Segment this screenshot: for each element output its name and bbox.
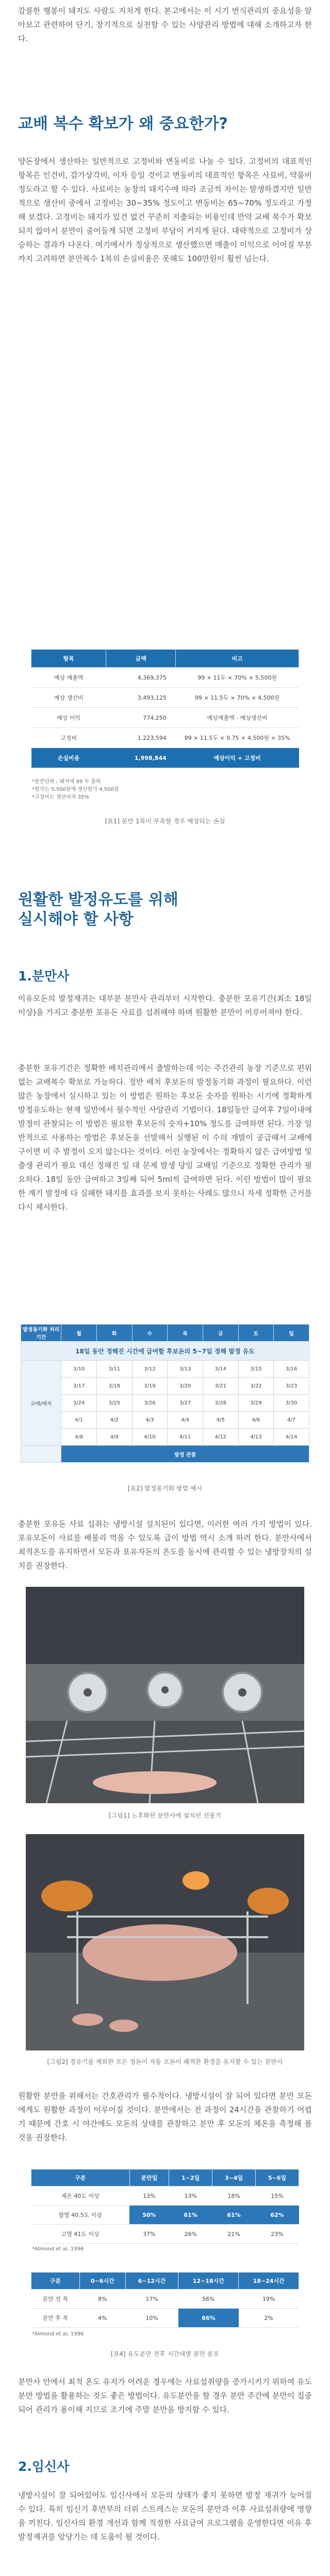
photo2-caption: [그림2] 정유기를 제외한 모든 정돈이 자동 모돈이 쾌적한 환경을 유지할 수 있는 분만사 <box>47 2058 283 2065</box>
table3-header: 구분 <box>31 2170 130 2187</box>
table2-left-label: 발정동기화 처리 기간 <box>21 1325 61 1342</box>
table4-header: 12~18시간 <box>178 2273 239 2290</box>
table2-left-value: 교배/배치 <box>21 1361 61 1446</box>
table-cell: 예상매출액 - 예상생산비 <box>176 708 299 728</box>
table2-day: 일 <box>274 1325 309 1342</box>
main-heading-line2: 실시해야 할 사항 <box>18 910 134 928</box>
table-cell: 3/19 <box>132 1378 168 1395</box>
table-cell: 37% <box>129 2225 169 2244</box>
table-cell: 61% <box>169 2206 212 2225</box>
table-cell: 15% <box>256 2187 299 2206</box>
table3-header: 1~2일 <box>169 2170 212 2187</box>
table2-day: 목 <box>168 1325 203 1342</box>
table-cell: 4/13 <box>238 1429 274 1446</box>
table-cell: 23% <box>256 2225 299 2244</box>
temperature-table <box>31 2169 299 2244</box>
table-cell: 3/10 <box>61 1361 97 1378</box>
intro-paragraph: 감블한 행봉이 돼지도 사람도 지치게 한다. 본고에서는 이 시기 번식관리의 중요성을 알아보고 관련하여 단기, 장기적으로 실천할 수 있는 사양관리 방법에 대해 소개하고자 한다. <box>18 6 312 43</box>
table3-header: 분만일 <box>129 2170 169 2187</box>
table-cell: 3/15 <box>238 1361 274 1378</box>
table3-source: *Almond et al, 1996 <box>32 2246 84 2252</box>
table-cell: 3/18 <box>96 1378 132 1395</box>
table-cell: 3/20 <box>168 1378 203 1395</box>
table-cell: 3/22 <box>238 1378 274 1395</box>
table-cell: 3/21 <box>203 1378 238 1395</box>
table-row <box>31 2225 299 2244</box>
table-row <box>21 1395 309 1412</box>
table4-header: 18~24시간 <box>239 2273 299 2290</box>
table1-header: 항목 <box>31 650 106 668</box>
table-cell: 4/10 <box>132 1429 168 1446</box>
table4-caption: [표4] 유도분만 전후 시간대별 분만 분포 <box>111 2350 219 2358</box>
table-cell: 고정비 <box>31 728 106 748</box>
table-cell: 손실비용 <box>31 748 106 768</box>
table-row <box>31 708 299 728</box>
table-cell: 분만 전 복 <box>31 2290 80 2309</box>
table-cell: 99 × 11.5두 × 0.75 × 4,500원 × 35% <box>176 728 299 748</box>
table-cell: 4/1 <box>61 1412 97 1429</box>
farrowing-fans-illustration <box>26 1587 304 1803</box>
table2-spacer <box>21 1446 61 1463</box>
table-cell: 4/9 <box>96 1429 132 1446</box>
main-heading-line1: 원활한 발정유도를 위해 <box>18 891 178 909</box>
table-cell: 17% <box>125 2290 178 2309</box>
table-cell: 고열 41도 이상 <box>31 2225 130 2244</box>
table-cell: 3,493,125 <box>106 688 176 708</box>
table-row <box>31 668 299 688</box>
table-cell: 86% <box>178 2309 239 2328</box>
table-cell: 4/3 <box>132 1412 168 1429</box>
section-heading: 교배 복수 확보가 왜 중요한가? <box>18 115 228 133</box>
table-cell: 분만 후 복 <box>31 2309 80 2328</box>
table-cell: 50% <box>129 2206 169 2225</box>
table-cell: 56% <box>178 2290 239 2309</box>
table-cell: 4/8 <box>61 1429 97 1446</box>
sub2-paragraph1: 냉방시설이 잘 되어있어도 임신사에서 모돈의 상태가 좋지 못하면 발정 재귀가 늦어질 수 있다. 특히 임신기 후반부의 더위 스트레스는 모돈의 분만과 이후 사료섭취량에 영향을 끼친다. 임신사의 환경 개선과 함께 적절한 사료급여 프로그램을 운영한다면 이유 후 발정재귀를 앞당기는 데 도움이 될 것이다. <box>18 2490 312 2541</box>
table-cell: 4/11 <box>168 1429 203 1446</box>
table-cell: 10% <box>125 2309 178 2328</box>
table-cell: 3/12 <box>132 1361 168 1378</box>
table-row <box>31 2187 299 2206</box>
table-cell: 1,223,594 <box>106 728 176 748</box>
table-cell: 62% <box>256 2206 299 2225</box>
table-cell: 4/14 <box>274 1429 309 1446</box>
table-cell: 3/16 <box>274 1361 309 1378</box>
photo1-caption: [그림1] 노후화된 분만사에 설치된 선풍기 <box>109 1812 221 1819</box>
table1-note: *원가는 5,500원에 생산원가 4,500원 <box>32 787 119 792</box>
table-cell: 발열 40.5도 이상 <box>31 2206 130 2225</box>
section-paragraph: 양돈장에서 생산하는 일반적으로 고정비와 변동비로 나눌 수 있다. 고정비의 대표적인 항목은 인건비, 감가상각비, 이자 등일 것이고 변동비의 대표적인 항목은 사료비, 약품비 정도라고 할 수 있다. 사료비는 농장의 돼지수에 따라 조금씩 차이는 발생하겠지만 일반적으로 생산비 중에서 고정비는 30~35% 정도이고 변동비는 65~70% 정도라고 가정해 보겠다. 고정비는 돼지가 있건 없건 꾸준히 지출되는 비용인데 만약 교배 복수가 확보되지 않아서 분만이 줄어들게 되면 고정비 부담이 커지게 된다. 대략적으로 고정비가 상승하는 결과가 나온다. 여기에서가 정상적으로 생산했으면 매출이 이익으로 이어질 부분까지 고려하면 분만복수 1복의 손실비용은 못해도 100만원이 훨씬 넘는다. <box>18 157 312 263</box>
table-cell: 4/4 <box>168 1412 203 1429</box>
sow-crate-illustration <box>26 1834 304 2050</box>
table-cell: 예상 이익 <box>31 708 106 728</box>
table-cell: 19% <box>239 2290 299 2309</box>
table-row <box>31 2206 299 2225</box>
table1-header: 금액 <box>106 650 176 668</box>
table1-note: *고정비는 생산비의 35% <box>32 794 89 800</box>
table-cell: 774,250 <box>106 708 176 728</box>
table2-title: 18일 동안 정해진 시간에 급여할 후보돈의 5~7일 정해 발정 유도 <box>21 1342 309 1361</box>
table-cell: 3/13 <box>168 1361 203 1378</box>
photo-sow-crate <box>26 1834 304 2050</box>
sub1-paragraph3: 충분한 포유돈 사료 섭취는 냉방시설 설치된이 있다면, 이러한 여러 가지 방법이 있다. 포유모돈이 사료를 배불리 먹을 수 있도록 급이 방법 역시 소개 하려 한다. 분만사에서 최적온도를 유지하면서 모돈과 포유자돈의 온도를 동시에 관리할 수 있는 냉방장치의 설치를 권장한다. <box>18 1519 312 1570</box>
table-cell: 3/17 <box>61 1378 97 1395</box>
table2-day: 토 <box>238 1325 274 1342</box>
table-cell: 체온 40도 이상 <box>31 2187 130 2206</box>
sub1-paragraph1: 이유모돈의 발정재귀는 대부분 분만사 관리부터 시작한다. 충분한 포유기간(최소 18일이상)을 가지고 충분한 포유돈 사료를 섭취해야 하며 원활한 분만이 이루어져야 한다. <box>18 994 312 1017</box>
table-cell: 4/12 <box>203 1429 238 1446</box>
table3-header: 3~4일 <box>212 2170 256 2187</box>
table-cell: 3/27 <box>168 1395 203 1412</box>
table-cell: 3/14 <box>203 1361 238 1378</box>
table-cell: 3/23 <box>274 1378 309 1395</box>
sub1-paragraph4: 원활한 분만을 위해서는 간호관리가 필수적이다. 냉방시설이 잘 되어 있다면 분만 모돈에게도 원활한 과정이 이루어질 것이다. 분만에서는 전 과정이 24시간을 관찰하기 어렵기 때문에 간호 시 야간에도 모돈의 상태를 관찰하고 분만 후 모돈의 체온을 측정해 볼 것을 권장한다. <box>18 2091 312 2142</box>
table2-caption: [표2] 발정동기화 방법 예시 <box>127 1485 203 1492</box>
table-total-row <box>31 748 299 768</box>
table-cell: 3/28 <box>203 1395 238 1412</box>
table-cell: 4% <box>79 2309 125 2328</box>
loss-table <box>31 649 299 768</box>
table4-source: *Almond et al, 1996 <box>32 2331 84 2337</box>
table-cell: 3/25 <box>96 1395 132 1412</box>
table-cell: 예상 생산비 <box>31 688 106 708</box>
table4-header: 구분 <box>31 2273 80 2290</box>
table-cell: 4,369,375 <box>106 668 176 688</box>
induced-farrowing-table <box>31 2272 299 2328</box>
table-cell: 61% <box>212 2206 256 2225</box>
table-row <box>31 2290 299 2309</box>
table-cell: 3/11 <box>96 1361 132 1378</box>
table-cell: 3/30 <box>274 1395 309 1412</box>
table1-header: 비고 <box>176 650 299 668</box>
table-cell: 99 × 11두 × 70% × 5,500원 <box>176 668 299 688</box>
main-heading <box>18 890 178 929</box>
table-row <box>21 1412 309 1429</box>
table1-notes <box>32 778 119 801</box>
table-cell: 8% <box>79 2290 125 2309</box>
table-row <box>21 1378 309 1395</box>
table-cell: 예상 매출액 <box>31 668 106 688</box>
table-row <box>31 2309 299 2328</box>
sub1-paragraph5: 분만사 안에서 최적 온도 유지가 어려운 경우에는 사료섭취량을 증가시키기 위하여 유도분만 방법을 활용하는 것도 좋은 방법이다. 유도분만을 할 경우 분만 주간에 분만이 집중되어 관리가 용이해 지므로 조기에 주말 분만을 방지할 수 있다. <box>18 2377 312 2414</box>
table2-day: 월 <box>61 1325 97 1342</box>
table2-day: 금 <box>203 1325 238 1342</box>
table-cell: 13% <box>129 2187 169 2206</box>
subsection-title: 2.임신사 <box>18 2459 70 2474</box>
table4-header: 6~12시간 <box>125 2273 178 2290</box>
table-cell: 3/29 <box>238 1395 274 1412</box>
table-cell: 4/5 <box>203 1412 238 1429</box>
table1-note: *분만단위 : 돼지에 99 두 출하 <box>32 779 101 785</box>
table2-highlight: 발정 관찰 <box>61 1446 309 1463</box>
table-cell: 4/2 <box>96 1412 132 1429</box>
table-row <box>31 688 299 708</box>
table-cell: 21% <box>212 2225 256 2244</box>
table3-header: 5~6일 <box>256 2170 299 2187</box>
photo-farrowing-fans <box>26 1587 304 1803</box>
table-row <box>31 728 299 748</box>
sub1-paragraph2: 충분한 포유기간은 정확한 배치관리에서 출발하는데 이는 주간관리 농장 기준으로 편위 없는 교배복수 확보로 가능하다. 정반 배치 후보돈의 발정동기화 과정이 필요하다. 이런 많은 농장에서 실시하고 있는 이 방법은 원하는 후보돈 숫자를 원하는 시기에 정확하게 발정유도하는 현재 일반에서 필수적인 사양관리 기법이다. 18일동안 급여후 7일이내에 발정이 관찰되는 이 방법은 필요한 후보돈의 숫자+10% 정도를 급여하면 된다. 가장 일반적으로 사용하는 방법은 후보돈을 선발해서 실행된 이 수의 재발이 공급해서 교배에 구이면 비 주 발정이 오지 않는다는 것이다. 이런 농장에서는 정확하지 않은 급여방법 및 출생 관리가 필요 대신 정해진 일 대 문제 발생 당일 교배일 기준으로 정확한 관리가 필요하다. 18일 동안 급여하고 3일째 되어 5ml씩 급여하면 된다. 이런 방법이 많이 필요한 계기 발정에 다 실패한 돼지를 효과를 보지 못하는 사례도 많으니 자세 정확한 근거를 다시 제시한다. <box>18 1063 312 1212</box>
table-cell: 3/24 <box>61 1395 97 1412</box>
table4-header: 0~6시간 <box>79 2273 125 2290</box>
table-row <box>21 1429 309 1446</box>
table-cell: 26% <box>169 2225 212 2244</box>
table-cell: 99 × 11.5두 × 70% × 4,500원 <box>176 688 299 708</box>
table2-day: 화 <box>96 1325 132 1342</box>
table-cell: 4/7 <box>274 1412 309 1429</box>
table-cell: 1,998,844 <box>106 748 176 768</box>
table1-caption: [표1] 분만 1복이 부족할 경우 예상되는 손실 <box>105 818 225 825</box>
subsection-title: 1.분만사 <box>18 969 70 984</box>
table-row <box>21 1361 309 1378</box>
table-cell: 4/6 <box>238 1412 274 1429</box>
table-cell: 18% <box>212 2187 256 2206</box>
table2-day: 수 <box>132 1325 168 1342</box>
table-cell: 13% <box>169 2187 212 2206</box>
table-cell: 3/26 <box>132 1395 168 1412</box>
table-cell: 2% <box>239 2309 299 2328</box>
table-cell: 예상이익 + 고정비 <box>176 748 299 768</box>
estrus-sync-table <box>21 1324 309 1463</box>
